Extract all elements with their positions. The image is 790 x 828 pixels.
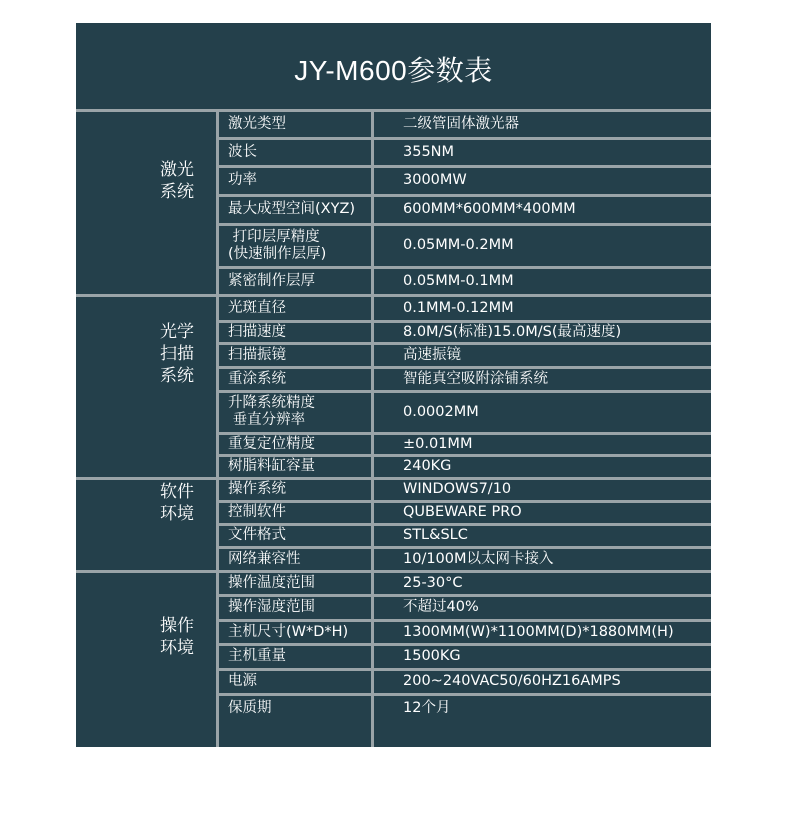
param-value: QUBEWARE PRO [403,504,522,520]
row-divider [219,223,711,226]
spec-sheet-panel [76,23,711,747]
param-label: 升降系统精度 垂直分辨率 [228,395,315,428]
param-value: 240KG [403,458,452,474]
row-divider [219,546,711,549]
param-value: 3000MW [403,172,467,188]
param-value: 0.0002MM [403,404,479,420]
param-label: 打印层厚精度 (快速制作层厚) [228,229,327,262]
row-divider [219,643,711,646]
param-label: 功率 [228,172,257,188]
param-value: WINDOWS7/10 [403,481,512,497]
row-divider [219,693,711,696]
row-divider [219,390,711,393]
param-label: 紧密制作层厚 [228,273,315,289]
param-value: 600MM*600MM*400MM [403,201,576,217]
row-divider [219,523,711,526]
param-value: 10/100M以太网卡接入 [403,551,554,567]
param-value: 0.05MM-0.1MM [403,273,514,289]
param-label: 扫描振镜 [228,347,286,363]
param-label: 文件格式 [228,527,286,543]
param-label: 网络兼容性 [228,551,301,567]
column-divider-category [216,110,219,747]
row-divider [219,619,711,622]
param-label: 操作湿度范围 [228,599,315,615]
param-value: 二级管固体激光器 [403,116,519,132]
param-value: ±0.01MM [403,436,473,452]
param-label: 重涂系统 [228,371,286,387]
section-category-label: 激光系统 [160,160,194,202]
param-label: 保质期 [228,700,272,716]
param-value: STL&SLC [403,527,468,543]
param-value: 12个月 [403,700,451,716]
param-label: 波长 [228,144,257,160]
spec-sheet-title: JY-M600参数表 [294,55,493,86]
section-divider [76,570,711,573]
param-value: 355NM [403,144,455,160]
param-value: 0.1MM-0.12MM [403,300,514,316]
param-value: 0.05MM-0.2MM [403,237,514,253]
param-label: 激光类型 [228,116,286,132]
param-label: 树脂料缸容量 [228,458,315,474]
row-divider [219,342,711,345]
section-divider [76,294,711,297]
param-label: 操作系统 [228,481,286,497]
param-value: 1300MM(W)*1100MM(D)*1880MM(H) [403,624,674,640]
param-label: 最大成型空间(XYZ) [228,201,356,217]
param-value: 智能真空吸附涂铺系统 [403,371,548,387]
param-value: 高速振镜 [403,347,461,363]
row-divider [219,320,711,323]
row-divider [219,594,711,597]
param-label: 扫描速度 [228,324,286,340]
param-label: 主机重量 [228,648,286,664]
row-divider [219,366,711,369]
row-divider [219,454,711,457]
row-divider [219,668,711,671]
row-divider [219,432,711,435]
param-value: 25-30°C [403,575,463,591]
param-label: 光斑直径 [228,300,286,316]
param-label: 操作温度范围 [228,575,315,591]
title-divider [76,109,711,112]
param-label: 主机尺寸(W*D*H) [228,624,349,640]
param-value: 不超过40% [403,599,479,615]
section-divider [76,477,711,480]
section-category-label: 软件环境 [160,482,194,524]
param-label: 电源 [228,673,257,689]
section-category-label: 光学扫描系统 [160,322,194,386]
row-divider [219,266,711,269]
column-divider-value [371,110,374,747]
param-label: 重复定位精度 [228,436,315,452]
param-label: 控制软件 [228,504,286,520]
param-value: 8.0M/S(标准)15.0M/S(最高速度) [403,324,622,340]
row-divider [219,500,711,503]
param-value: 200~240VAC50/60HZ16AMPS [403,673,621,689]
param-value: 1500KG [403,648,461,664]
row-divider [219,165,711,168]
section-category-label: 操作环境 [160,616,194,658]
row-divider [219,194,711,197]
row-divider [219,137,711,140]
